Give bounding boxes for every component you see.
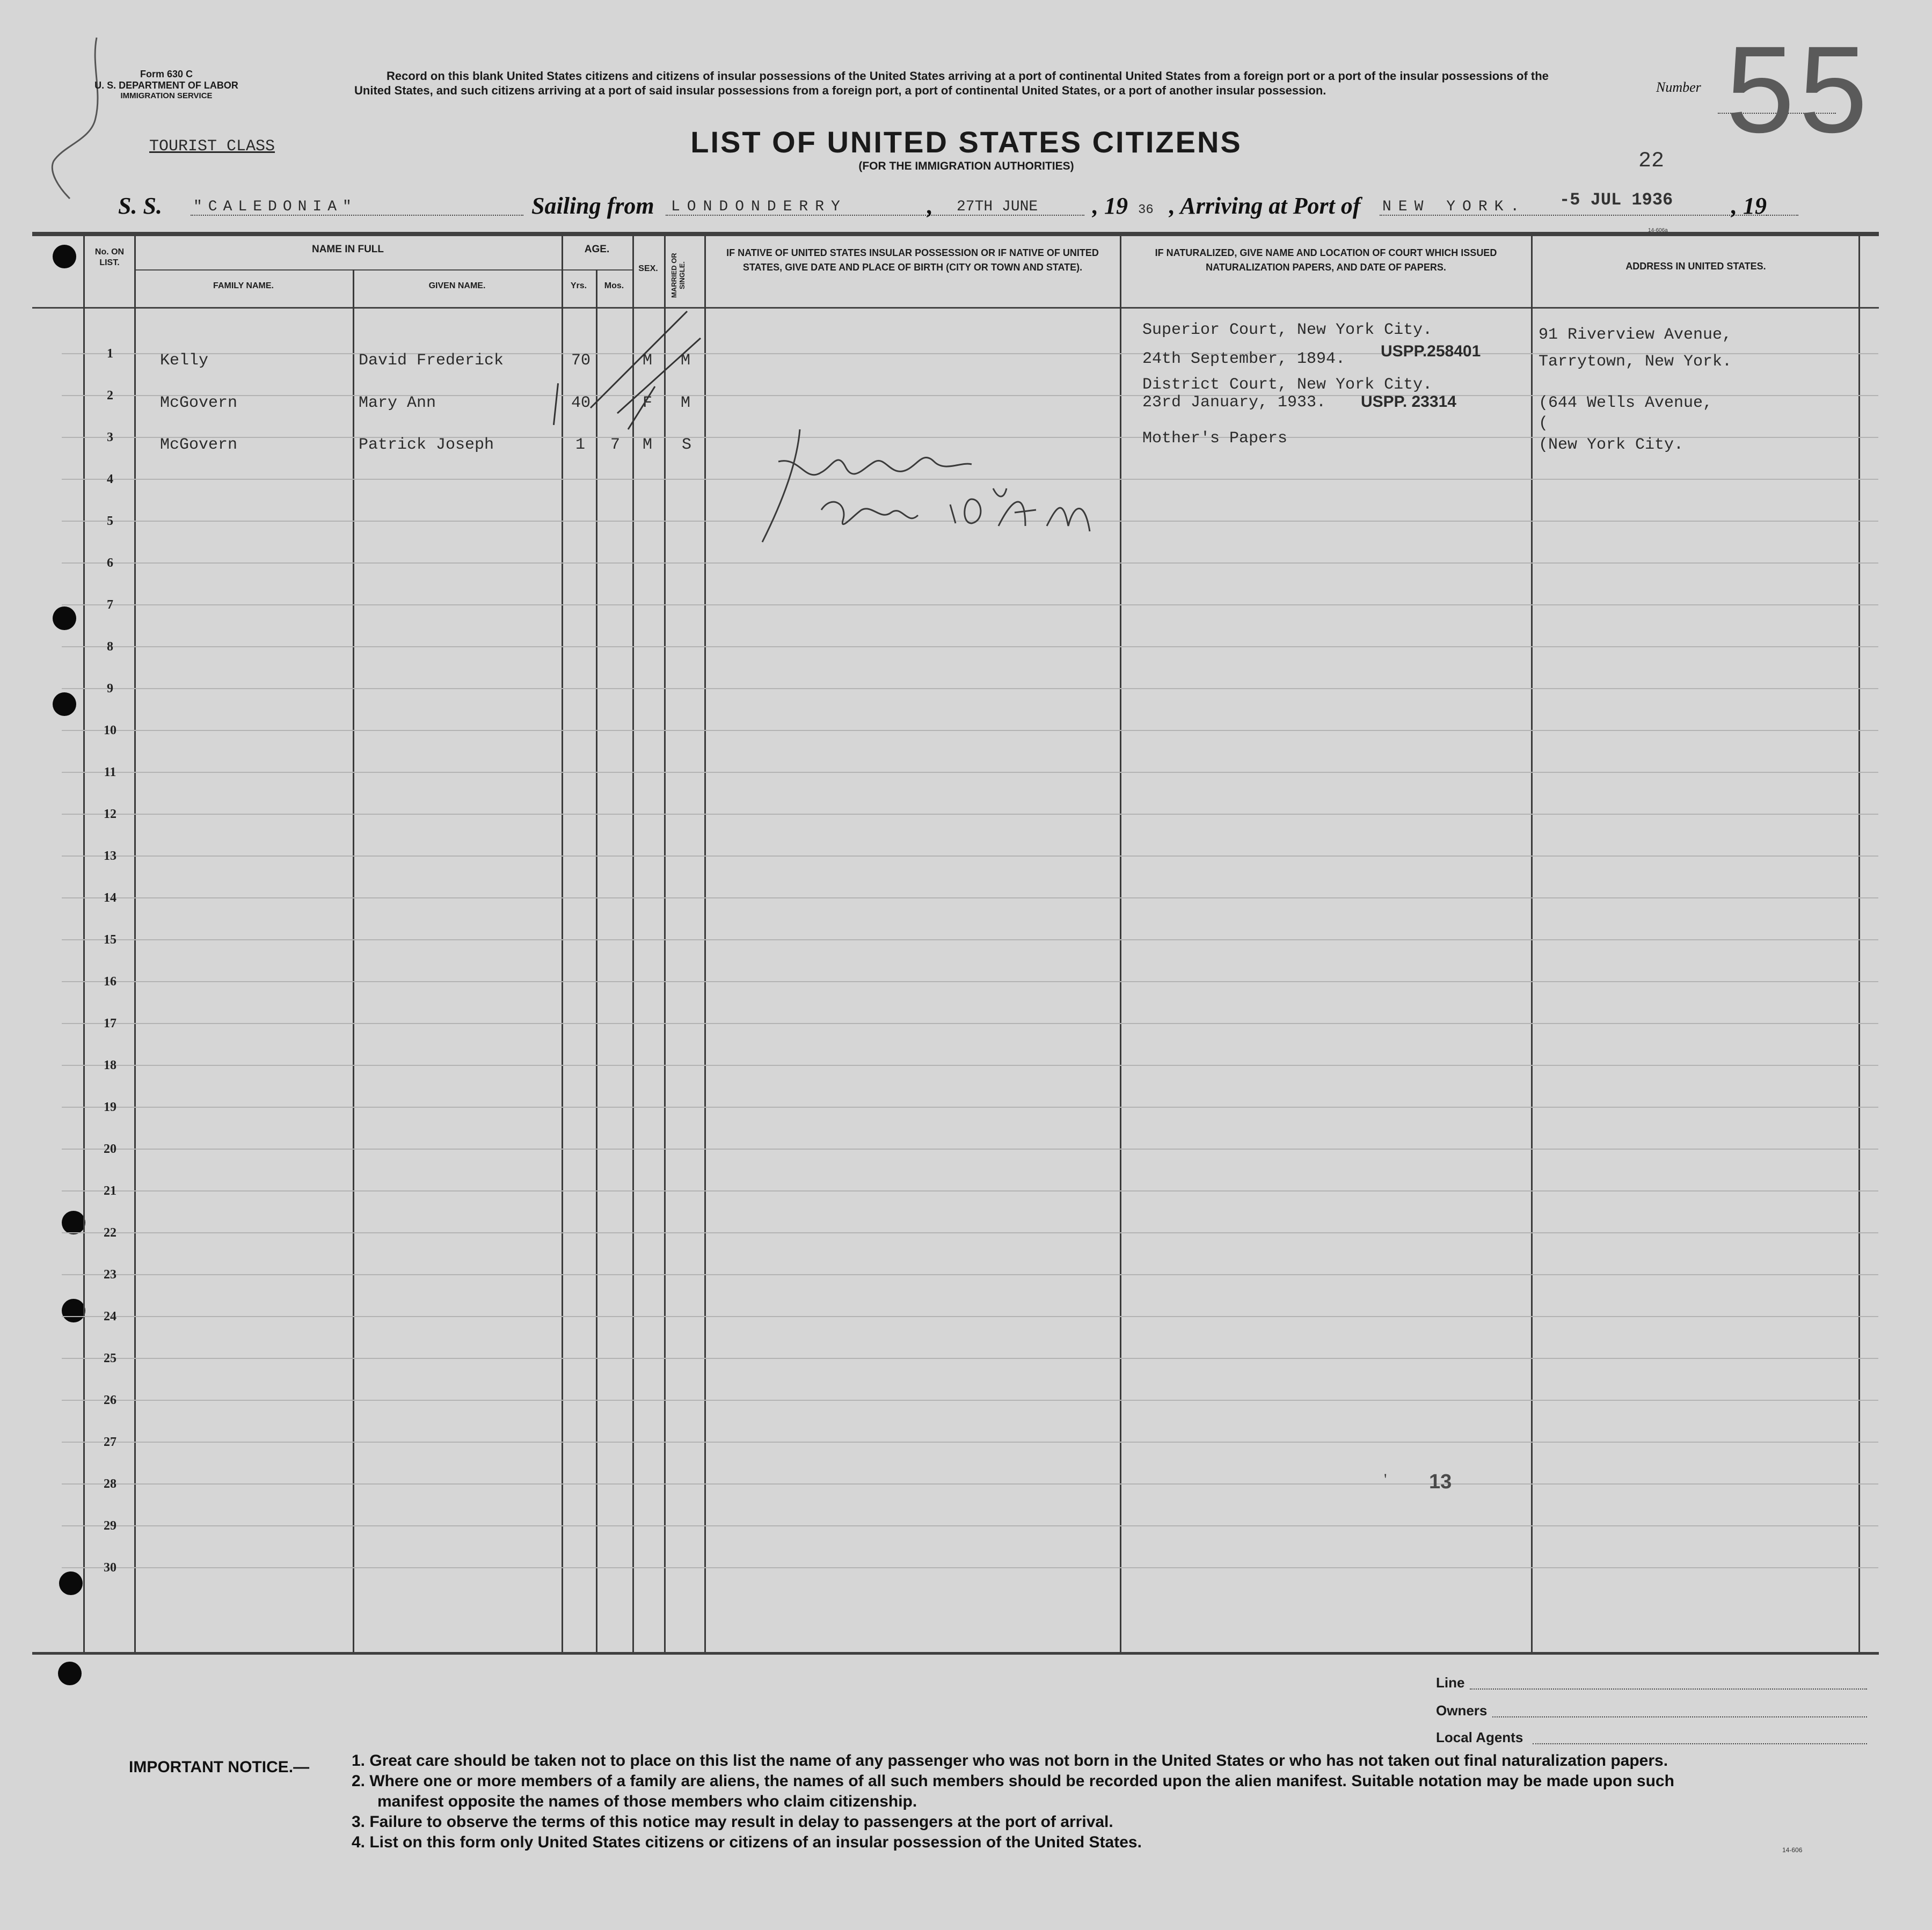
addr-line-5: (New York City. [1539,436,1684,454]
arrival-port: NEW YORK. [1382,199,1527,215]
row-rule [62,646,1878,647]
row3-yrs: 1 [575,436,586,454]
comma: , [927,193,933,219]
row-number: 5 [107,514,113,528]
department-name: U. S. DEPARTMENT OF LABOR [94,80,238,91]
notice-item-3: 3. Failure to observe the terms of this notice may result in delay to passengers at the port of arrival. [352,1813,1113,1831]
row-number: 9 [107,682,113,696]
page-subtitle: (FOR THE IMMIGRATION AUTHORITIES) [858,160,1074,172]
punch-hole [58,1662,82,1685]
row1-family: Kelly [160,352,209,370]
page-title: LIST OF UNITED STATES CITIZENS [690,125,1242,159]
row-number: 8 [107,640,113,654]
row-number: 20 [104,1142,116,1156]
notice-item-4: 4. List on this form only United States citizens or citizens of an insular possession of the United States. [352,1833,1142,1851]
col-header-no: No. ON LIST. [94,247,125,267]
col-header-naturalized: IF NATURALIZED, GIVE NAME AND LOCATION OF COURT WHICH ISSUED NATURALIZATION PAPERS, AND DATE OF PAPERS. [1155,247,1497,273]
row2-yrs: 40 [571,394,591,412]
row-number: 19 [104,1100,116,1114]
notice-item-1: 1. Great care should be taken not to place on this list the name of any passenger who was not born in the United States or who has not taken out final naturalization papers. [352,1752,1668,1770]
row-number: 24 [104,1310,116,1324]
handwritten-slash-marks [558,301,719,440]
row-rule [62,730,1878,731]
row-rule [62,1190,1878,1191]
form-code: 14-606 [1782,1846,1803,1854]
year-suffix: 36 [1138,203,1154,217]
punch-hole [62,1211,85,1234]
row2-sex: F [643,394,653,412]
addr-line-2: Tarrytown, New York. [1539,353,1732,371]
sailing-from-label: Sailing from [531,193,654,219]
row-number: 13 [104,849,116,863]
stray-mark: ' [1384,1471,1387,1488]
row1-sex: M [643,352,653,370]
table-top-rule [32,232,1879,236]
nat-paper-1: USPP.258401 [1381,342,1481,360]
class-label: TOURIST CLASS [149,137,275,156]
row1-given: David Frederick [359,352,504,370]
addr-line-3: (644 Wells Avenue, [1539,394,1713,412]
punch-hole [62,1299,85,1322]
row2-married: M [681,394,691,412]
row-number: 18 [104,1058,116,1072]
row-number: 29 [104,1519,116,1533]
row-number: 11 [104,765,116,779]
row-number: 17 [104,1017,116,1030]
nat-line-4: 23rd January, 1933. [1142,393,1326,412]
row-number: 25 [104,1351,116,1365]
row-number: 4 [107,472,113,486]
punch-hole [59,1571,83,1595]
year-prefix: , 19 [1092,193,1128,219]
col-header-yrs: Yrs. [570,281,587,290]
addr-line-1: 91 Riverview Avenue, [1539,326,1732,344]
margin-pencil-mark [32,32,113,204]
row2-given: Mary Ann [359,394,436,412]
row-rule [62,772,1878,773]
line-label: Line [1436,1675,1465,1691]
row-number: 1 [107,347,113,361]
col-header-sex: SEX. [638,264,658,273]
handwritten-22: 22 [1638,149,1665,173]
notice-item-2: 2. Where one or more members of a family are aliens, the names of all such members should be recorded upon the alien manifest. Suitable notation may be made upon such [352,1772,1674,1790]
row-number: 27 [104,1435,116,1449]
inspector-signature [746,419,1154,547]
nat-paper-2: USPP. 23314 [1361,393,1456,411]
row-rule [62,1107,1878,1108]
row-number: 10 [104,723,116,737]
col-header-age: AGE. [584,244,610,255]
page-count-13: 13 [1429,1471,1452,1493]
row-rule [62,562,1878,564]
row-rule [62,1316,1878,1317]
row-number: 26 [104,1393,116,1407]
printer-mark: 14-606a [1648,228,1668,233]
punch-hole [53,606,76,630]
row-rule [62,1232,1878,1233]
table-bottom-rule [32,1652,1879,1655]
row-number: 2 [107,389,113,403]
row-number: 30 [104,1561,116,1575]
col-header-address: ADDRESS IN UNITED STATES. [1625,261,1766,272]
row-rule [62,814,1878,815]
row-rule [62,1442,1878,1443]
row-number: 12 [104,807,116,821]
col-header-mos: Mos. [604,281,624,290]
row-number: 21 [104,1184,116,1198]
arrival-date-stamp: -5 JUL 1936 [1559,190,1673,210]
row-rule [62,1358,1878,1359]
row3-sex: M [643,436,653,454]
row1-yrs: 70 [571,352,591,370]
notice-item-2-cont: manifest opposite the names of those members who claim citizenship. [377,1793,917,1810]
row-rule [62,1065,1878,1066]
row-number: 15 [104,933,116,947]
form-instructions: Record on this blank United States citizens and citizens of insular possessions of the United States arriving at a port of continental United States from a foreign port or a port of the insular possessions of the United States, and such citizens arriving at a port of said insular possessions from a foreign port, a port of continental United States, or a port of another insular possession. [354,69,1549,97]
row-rule [62,1525,1878,1526]
row-rule [62,939,1878,940]
nat-line-2: 24th September, 1894. [1142,350,1346,368]
form-number: Form 630 C [140,69,193,79]
row-rule [62,1483,1878,1485]
nat-line-1: Superior Court, New York City. [1142,321,1433,339]
departure-date: 27TH JUNE [957,199,1038,215]
nat-line-3: District Court, New York City. [1142,376,1433,394]
row-number: 7 [107,598,113,612]
port-of-departure: LONDONDERRY [671,199,847,215]
row-rule [62,1274,1878,1275]
row-rule [62,1567,1878,1568]
number-label: Number [1656,79,1701,95]
row-number: 22 [104,1226,116,1240]
col-header-given: GIVEN NAME. [428,281,486,290]
row-number: 3 [107,430,113,444]
row-number: 23 [104,1268,116,1282]
row3-family: McGovern [160,436,238,454]
row-rule [62,897,1878,898]
row1-married: M [681,352,691,370]
row-rule [62,1400,1878,1401]
service-name: IMMIGRATION SERVICE [120,91,213,100]
ss-label: S. S. [118,193,162,219]
local-agents-label: Local Agents [1436,1729,1523,1745]
punch-hole [53,692,76,716]
row-number: 14 [104,891,116,905]
col-header-family: FAMILY NAME. [213,281,274,290]
ship-name: "CALEDONIA" [193,199,358,215]
col-header-married: MARRIED OR SINGLE. [670,253,686,298]
list-number-stamp: 55 [1726,20,1872,158]
row-rule [62,856,1878,857]
row-number: 16 [104,975,116,989]
row-number: 28 [104,1477,116,1491]
row-rule [62,1023,1878,1024]
row3-married: S [682,436,692,454]
col-header-native: IF NATIVE OF UNITED STATES INSULAR POSSESSION OR IF NATIVE OF UNITED STATES, GIVE DATE AND PLACE OF BIRTH (CITY OR TOWN AND STATE). [726,247,1099,273]
row-rule [62,688,1878,689]
punch-hole [53,245,76,268]
row-rule [62,604,1878,605]
header-bottom-rule [32,307,1879,309]
form-id-block [81,69,252,100]
row3-given: Patrick Joseph [359,436,494,454]
col-header-name: NAME IN FULL [311,244,384,255]
notice-heading: IMPORTANT NOTICE.— [129,1758,310,1776]
row2-family: McGovern [160,394,238,412]
row-number: 6 [107,556,113,570]
nat-line-5: Mother's Papers [1142,429,1288,448]
notice-items [352,1751,1865,1853]
row3-mos: 7 [610,436,621,454]
arriving-label: , Arriving at Port of [1169,193,1361,219]
trailing-year: , 19 [1731,193,1767,219]
row-rule [62,1149,1878,1150]
owners-label: Owners [1436,1702,1488,1719]
row-rule [62,981,1878,982]
addr-line-4: ( [1539,414,1549,433]
